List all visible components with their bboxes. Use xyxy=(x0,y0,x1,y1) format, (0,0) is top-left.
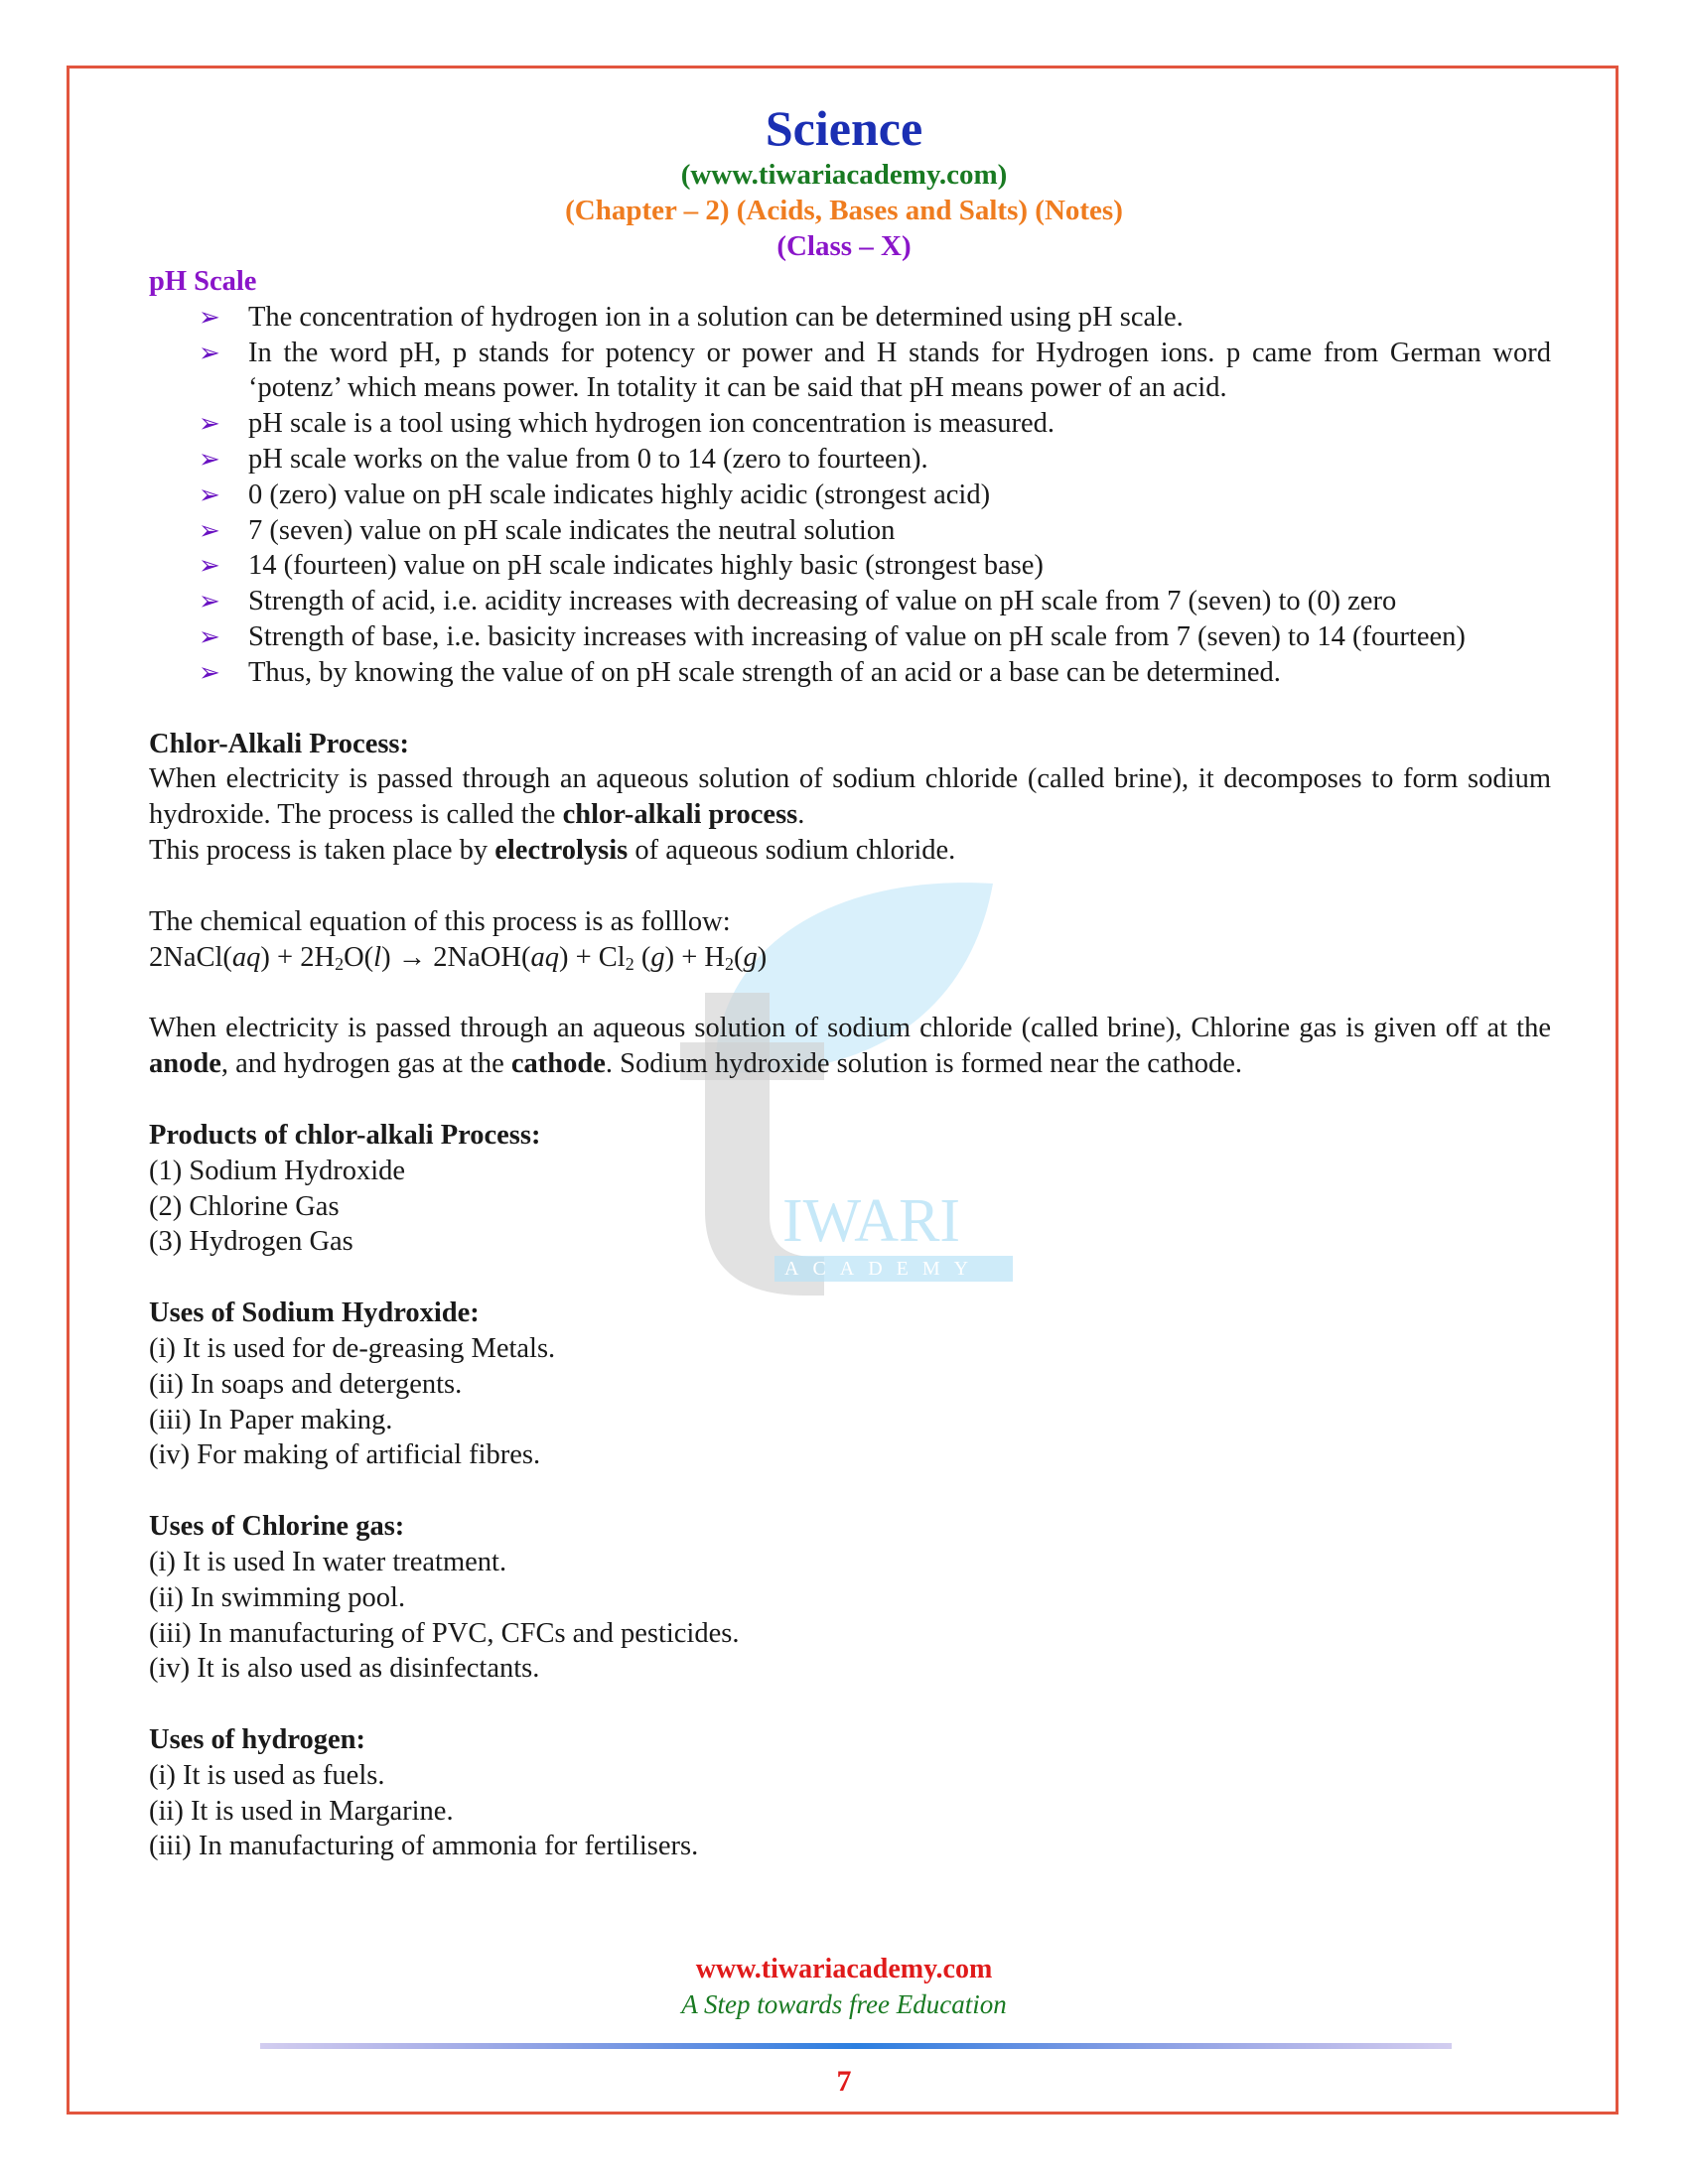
list-item: (iii) In manufacturing of ammonia for fertilisers. xyxy=(149,1831,699,1862)
watermark-brand: IWARI xyxy=(782,1187,961,1255)
arrow-bullet-icon: ➢ xyxy=(199,444,220,474)
arrow-bullet-icon: ➢ xyxy=(199,338,220,367)
list-item: ➢ Thus, by knowing the value of on pH scale strength of an acid or a base can be determined. xyxy=(248,655,1551,691)
arrow-bullet-icon: ➢ xyxy=(199,621,220,651)
list-item: ➢ Strength of acid, i.e. acidity increases with decreasing of value on pH scale from 7 (seven) to (0) zero xyxy=(248,584,1551,619)
notes-content xyxy=(149,264,1551,1864)
electrode-description: When electricity is passed through an aqueous solution of sodium chloride (called brine), Chlorine gas is given off at the anode, and hydrogen gas at the cathode. Sodium hydroxide solution is formed near the cathode. xyxy=(149,1013,1551,1080)
arrow-bullet-icon: ➢ xyxy=(199,657,220,687)
chlor-alkali-heading: Chlor-Alkali Process: xyxy=(149,728,410,759)
list-item: (2) Chlorine Gas xyxy=(149,1190,340,1222)
arrow-bullet-icon: ➢ xyxy=(199,587,220,616)
page-number: 7 xyxy=(836,2065,852,2098)
list-item: (iv) For making of artificial fibres. xyxy=(149,1439,541,1471)
list-item: (ii) It is used in Margarine. xyxy=(149,1795,454,1827)
list-item: ➢ The concentration of hydrogen ion in a solution can be determined using pH scale. xyxy=(248,300,1551,336)
list-item: (iii) In Paper making. xyxy=(149,1404,393,1435)
list-item: (iv) It is also used as disinfectants. xyxy=(149,1653,540,1685)
arrow-bullet-icon: ➢ xyxy=(199,302,220,332)
list-item: (i) It is used for de-greasing Metals. xyxy=(149,1332,556,1364)
header-chapter: (Chapter – 2) (Acids, Bases and Salts) (Notes) xyxy=(565,195,1123,226)
equation-intro: The chemical equation of this process is as folllow: xyxy=(149,905,731,937)
footer-tagline: A Step towards free Education xyxy=(681,1989,1007,2019)
footer-divider xyxy=(260,2043,1452,2049)
header-site: (www.tiwariacademy.com) xyxy=(680,159,1008,191)
products-heading: Products of chlor-alkali Process: xyxy=(149,1119,541,1151)
list-item: ➢ 7 (seven) value on pH scale indicates the neutral solution xyxy=(248,513,1551,549)
arrow-bullet-icon: ➢ xyxy=(199,409,220,439)
header-class: (Class – X) xyxy=(776,230,912,262)
page-title: Science xyxy=(765,100,923,156)
ph-scale-heading: pH Scale xyxy=(149,266,257,297)
electrolysis-sentence: This process is taken place by electrolysis of aqueous sodium chloride. xyxy=(149,834,956,866)
list-item: (i) It is used In water treatment. xyxy=(149,1546,507,1577)
chlor-alkali-intro: When electricity is passed through an aqueous solution of sodium chloride (called brine), it decomposes to form sodium hydroxide. The process is called the chlor-alkali process. xyxy=(149,763,1551,831)
list-item: (iii) In manufacturing of PVC, CFCs and pesticides. xyxy=(149,1617,740,1649)
list-item: ➢ pH scale works on the value from 0 to 14 (zero to fourteen). xyxy=(248,442,1551,478)
arrow-bullet-icon: ➢ xyxy=(199,515,220,545)
list-item: ➢ In the word pH, p stands for potency or power and H stands for Hydrogen ions. p came from German word ‘potenz’ which means power. In totality it can be said that pH means power of an acid. xyxy=(199,337,1551,404)
list-item: (i) It is used as fuels. xyxy=(149,1759,385,1791)
ph-bullet-list xyxy=(149,300,1551,691)
list-item: ➢ 0 (zero) value on pH scale indicates highly acidic (strongest acid) xyxy=(248,478,1551,513)
watermark-sub: ACADEMY xyxy=(784,1258,983,1280)
list-item: (3) Hydrogen Gas xyxy=(149,1226,353,1258)
list-item: (ii) In soaps and detergents. xyxy=(149,1368,463,1400)
arrow-bullet-icon: ➢ xyxy=(199,551,220,581)
chemical-equation: 2NaCl(aq) + $2H_2O(l)$ → 2NaOH(aq) + $Cl_2$ $(g) + H_2(g)$ xyxy=(149,941,768,974)
naoh-uses-heading: Uses of Sodium Hydroxide: xyxy=(149,1297,480,1329)
list-item: (1) Sodium Hydroxide xyxy=(149,1155,406,1186)
arrow-bullet-icon: ➢ xyxy=(199,479,220,509)
list-item: ➢ 14 (fourteen) value on pH scale indicates highly basic (strongest base) xyxy=(248,548,1551,584)
chlorine-uses-heading: Uses of Chlorine gas: xyxy=(149,1511,405,1543)
list-item: ➢ Strength of base, i.e. basicity increases with increasing of value on pH scale from 7 (seven) to 14 (fourteen) xyxy=(248,619,1551,655)
footer-website-link[interactable]: www.tiwariacademy.com xyxy=(695,1954,993,1984)
hydrogen-uses-heading: Uses of hydrogen: xyxy=(149,1724,365,1756)
list-item: ➢ pH scale is a tool using which hydrogen ion concentration is measured. xyxy=(248,406,1551,442)
list-item: (ii) In swimming pool. xyxy=(149,1581,406,1613)
